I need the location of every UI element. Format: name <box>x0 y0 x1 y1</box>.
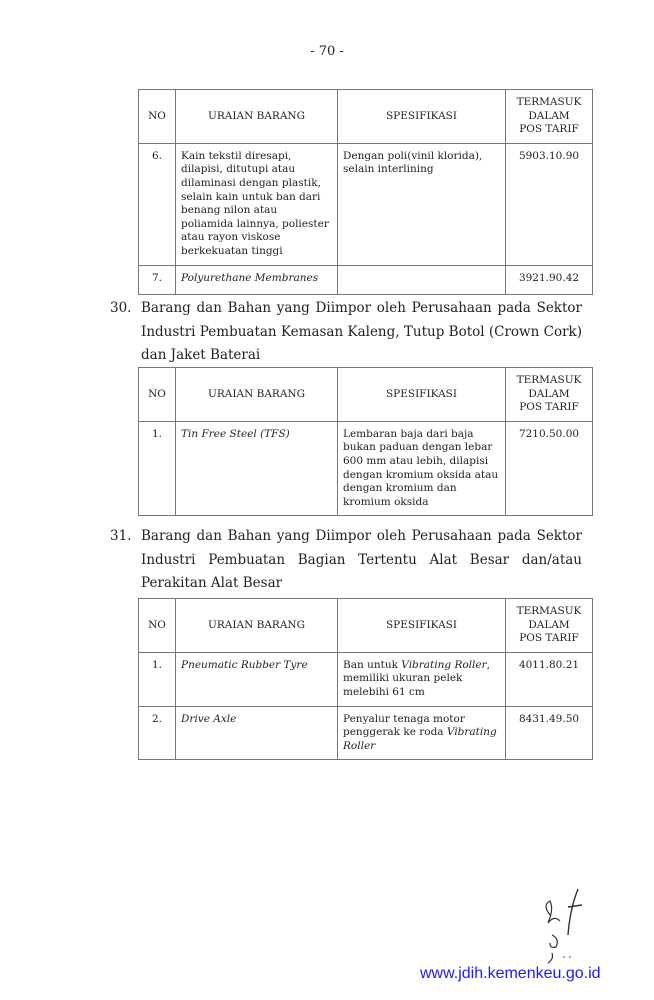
cell-uraian: Polyurethane Membranes <box>176 265 338 294</box>
header-spesifikasi: SPESIFIKASI <box>338 90 506 144</box>
cell-uraian: Kain tekstil diresapi, dilapisi, ditutupi atau dilaminasi dengan plastik, selain kain untuk ban dari benang nilon atau poliamida lainnya, poliester atau rayon viskose berkekuatan tinggi <box>176 143 338 265</box>
signature-initials <box>530 885 610 965</box>
page-number: - 70 - <box>310 44 344 59</box>
cell-pos: 7210.50.00 <box>506 421 593 516</box>
cell-pos: 4011.80.21 <box>506 652 593 706</box>
table-row <box>139 265 593 294</box>
cell-spesifikasi: Dengan poli(vinil klorida), selain interlining <box>338 143 506 265</box>
table-row <box>139 706 593 760</box>
cell-no: 2. <box>139 706 176 760</box>
cell-spesifikasi: Penyalur tenaga motor penggerak ke roda Vibrating Roller <box>338 706 506 760</box>
cell-pos: 5903.10.90 <box>506 143 593 265</box>
section-title: Barang dan Bahan yang Diimpor oleh Perusahaan pada Sektor Industri Pembuatan Bagian Tertentu Alat Besar dan/atau Perakitan Alat Besar <box>141 528 582 591</box>
cell-uraian: Pneumatic Rubber Tyre <box>176 652 338 706</box>
header-no: NO <box>139 90 176 144</box>
table-header <box>139 368 593 422</box>
table-goods-1 <box>138 89 593 295</box>
cell-no: 7. <box>139 265 176 294</box>
cell-no: 1. <box>139 652 176 706</box>
header-uraian: URAIAN BARANG <box>176 599 338 653</box>
header-uraian: URAIAN BARANG <box>176 90 338 144</box>
watermark-url: www.jdih.kemenkeu.go.id <box>420 965 601 982</box>
cell-uraian: Drive Axle <box>176 706 338 760</box>
header-no: NO <box>139 599 176 653</box>
section-30-heading <box>110 297 582 368</box>
cell-no: 1. <box>139 421 176 516</box>
table-row <box>139 421 593 516</box>
header-pos: TERMASUK DALAM POS TARIF <box>506 90 593 144</box>
table-header <box>139 599 593 653</box>
cell-spesifikasi: Ban untuk Vibrating Roller, memiliki ukuran pelek melebihi 61 cm <box>338 652 506 706</box>
cell-no: 6. <box>139 143 176 265</box>
cell-uraian: Tin Free Steel (TFS) <box>176 421 338 516</box>
header-no: NO <box>139 368 176 422</box>
header-spesifikasi: SPESIFIKASI <box>338 599 506 653</box>
table-row <box>139 652 593 706</box>
section-number: 30. <box>110 300 132 316</box>
cell-pos: 8431.49.50 <box>506 706 593 760</box>
cell-spesifikasi <box>338 265 506 294</box>
cell-spesifikasi: Lembaran baja dari baja bukan paduan dengan lebar 600 mm atau lebih, dilapisi dengan kromium oksida atau dengan kromium dan kromium oksida <box>338 421 506 516</box>
table-header <box>139 90 593 144</box>
section-title: Barang dan Bahan yang Diimpor oleh Perusahaan pada Sektor Industri Pembuatan Kemasan Kaleng, Tutup Botol (Crown Cork) dan Jaket Baterai <box>141 300 582 363</box>
header-spesifikasi: SPESIFIKASI <box>338 368 506 422</box>
cell-pos: 3921.90.42 <box>506 265 593 294</box>
table-goods-3 <box>138 598 593 760</box>
table-row <box>139 143 593 265</box>
header-pos: TERMASUK DALAM POS TARIF <box>506 368 593 422</box>
section-number: 31. <box>110 528 132 544</box>
header-pos: TERMASUK DALAM POS TARIF <box>506 599 593 653</box>
table-goods-2 <box>138 367 593 516</box>
header-uraian: URAIAN BARANG <box>176 368 338 422</box>
section-31-heading <box>110 525 582 596</box>
